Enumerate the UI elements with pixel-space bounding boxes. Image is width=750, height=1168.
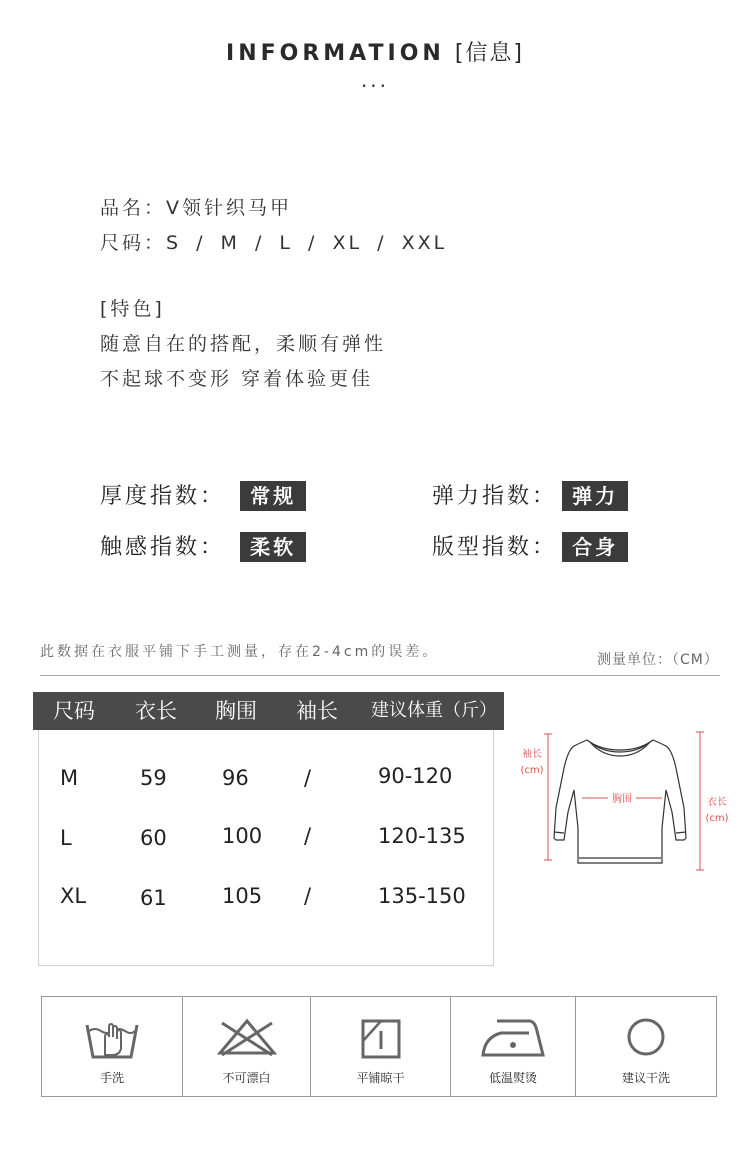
- care-label: 手洗: [99, 1071, 124, 1085]
- table-header-cell: 袖长: [296, 699, 338, 723]
- title-dots: ...: [360, 68, 390, 92]
- care-label: 低温熨烫: [488, 1071, 537, 1085]
- title-english: INFORMATION: [226, 41, 445, 66]
- table-cell: /: [304, 824, 312, 848]
- sleeve-label: 袖长: [522, 749, 542, 760]
- elasticity-index: [432, 479, 628, 511]
- table-header-cell: 衣长: [135, 699, 177, 723]
- touch-index: [100, 530, 306, 562]
- low-iron-icon: [481, 1017, 545, 1059]
- index-label: 版型指数：: [432, 535, 558, 560]
- index-badge: 柔软: [240, 532, 306, 562]
- table-cell: 59: [140, 766, 167, 790]
- care-item: [183, 997, 311, 1096]
- feature-line: 不起球不变形 穿着体验更佳: [100, 368, 374, 390]
- garment-diagram: [512, 728, 742, 878]
- table-cell: 105: [222, 884, 263, 908]
- no-bleach-icon: [216, 1017, 278, 1057]
- fit-index: [432, 530, 628, 562]
- table-cell: /: [304, 884, 312, 908]
- size-table-body: [38, 730, 494, 966]
- table-cell: 100: [222, 824, 263, 848]
- sleeve-unit: (cm): [520, 765, 544, 776]
- size-table-header: [33, 692, 504, 730]
- length-unit: (cm): [705, 813, 729, 824]
- care-item: [576, 997, 716, 1096]
- table-header-cell: 胸围: [215, 699, 257, 723]
- table-cell: M: [60, 766, 79, 790]
- table-cell: 120-135: [378, 824, 466, 848]
- table-cell: /: [304, 766, 312, 790]
- length-label: 衣长: [707, 797, 727, 808]
- care-label: 不可漂白: [222, 1071, 271, 1085]
- care-label: 建议干洗: [621, 1071, 670, 1085]
- care-item: [451, 997, 576, 1096]
- care-label: 平铺晾干: [356, 1071, 405, 1085]
- care-item: [311, 997, 451, 1096]
- index-label: 触感指数：: [100, 535, 226, 560]
- table-cell: 90-120: [378, 764, 453, 788]
- care-item: [42, 997, 183, 1096]
- index-label: 厚度指数：: [100, 484, 226, 509]
- feature-line: 随意自在的搭配，柔顺有弹性: [100, 333, 387, 355]
- flat-dry-icon: [359, 1017, 403, 1061]
- dry-clean-icon: [624, 1017, 668, 1061]
- table-header-cell: 尺码: [53, 699, 95, 723]
- hand-wash-icon: [83, 1017, 141, 1061]
- index-badge: 常规: [240, 481, 306, 511]
- product-sizes: 尺码：S / M / L / XL / XXL: [100, 232, 448, 254]
- table-cell: 61: [140, 886, 167, 910]
- product-name: 品名：V领针织马甲: [100, 197, 292, 219]
- table-cell: XL: [60, 884, 87, 908]
- index-badge: 弹力: [562, 481, 628, 511]
- table-header-cell: 建议体重（斤）: [371, 700, 497, 721]
- index-label: 弹力指数：: [432, 484, 558, 509]
- section-title: [0, 36, 750, 67]
- table-cell: 135-150: [378, 884, 466, 908]
- table-cell: 60: [140, 826, 167, 850]
- chest-label: 胸围: [612, 794, 632, 805]
- measurement-unit: 测量单位：（CM）: [597, 652, 719, 668]
- title-chinese: [信息]: [454, 41, 524, 66]
- features-heading: [特色]: [100, 298, 165, 320]
- thickness-index: [100, 479, 306, 511]
- divider: [40, 675, 720, 676]
- care-instructions: [41, 996, 717, 1097]
- table-cell: L: [60, 826, 72, 850]
- table-cell: 96: [222, 766, 249, 790]
- index-badge: 合身: [562, 532, 628, 562]
- measurement-note: 此数据在衣服平铺下手工测量，存在2-4cm的误差。: [40, 644, 440, 660]
